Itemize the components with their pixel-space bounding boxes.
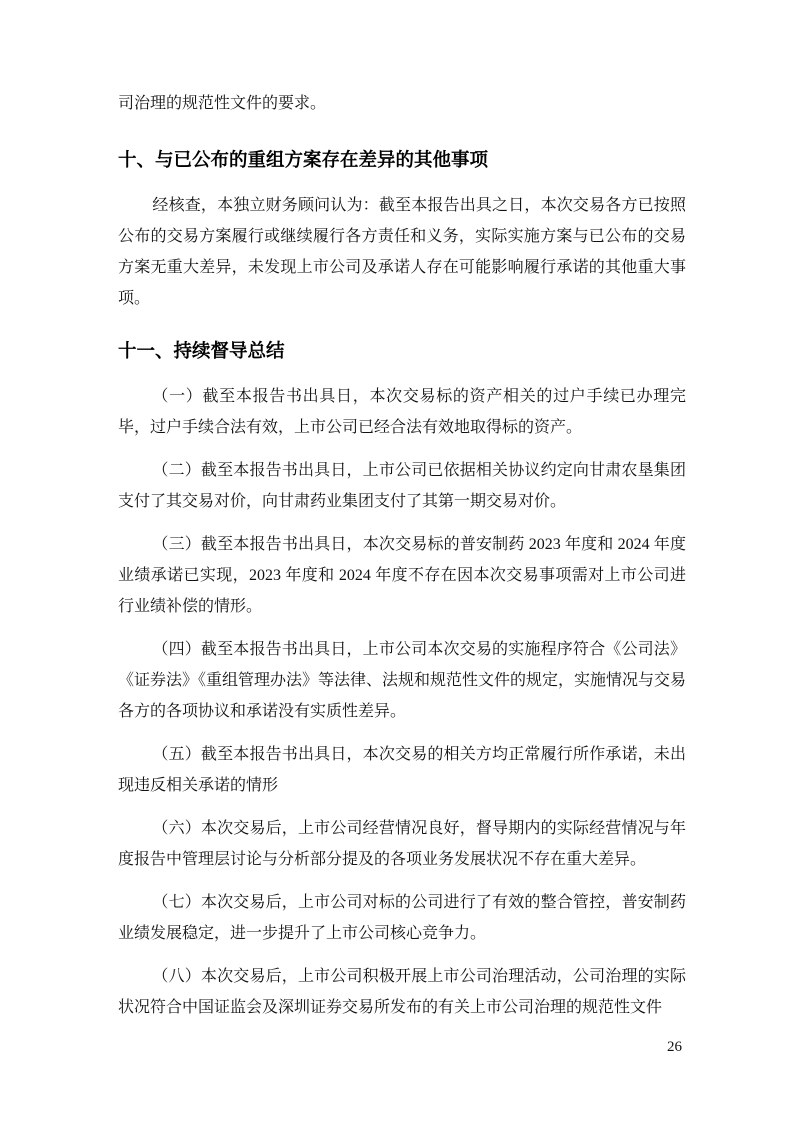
section-11-paragraph-1: （一）截至本报告书出具日，本次交易标的资产相关的过户手续已办理完毕，过户手续合法有效，上市公司已经合法有效地取得标的资产。	[118, 388, 686, 436]
section-10-heading: 十、与已公布的重组方案存在差异的其他事项	[118, 149, 489, 170]
section-11-paragraph-7: （七）本次交易后，上市公司对标的公司进行了有效的整合管控，普安制药业绩发展稳定，进一步提升了上市公司核心竞争力。	[118, 894, 686, 942]
section-11-paragraph-2: （二）截至本报告书出具日，上市公司已依据相关协议约定向甘肃农垦集团支付了其交易对价，向甘肃药业集团支付了其第一期交易对价。	[118, 462, 686, 510]
section-11-paragraph-6: （六）本次交易后，上市公司经营情况良好，督导期内的实际经营情况与年度报告中管理层讨论与分析部分提及的各项业务发展状况不存在重大差异。	[118, 820, 686, 868]
section-10-paragraph: 经核查，本独立财务顾问认为：截至本报告出具之日，本次交易各方已按照公布的交易方案履行或继续履行各方责任和义务，实际实施方案与已公布的交易方案无重大差异，未发现上市公司及承诺人存在可能影响履行承诺的其他重大事项。	[118, 197, 686, 307]
section-11-paragraph-4: （四）截至本报告书出具日，上市公司本次交易的实施程序符合《公司法》《证券法》《重组管理办法》等法律、法规和规范性文件的规定，实施情况与交易各方的各项协议和承诺没有实质性差异。	[118, 641, 687, 720]
paragraph-continuation: 司治理的规范性文件的要求。	[118, 95, 327, 112]
page-number: 26	[667, 1039, 682, 1055]
section-11-paragraph-3: （三）截至本报告书出具日，本次交易标的普安制药 2023 年度和 2024 年度业绩承诺已实现，2023 年度和 2024 年度不存在因本次交易事项需对上市公司进行业绩补偿的情形。	[118, 536, 686, 615]
section-11-heading: 十一、持续督导总结	[118, 340, 285, 361]
section-11-paragraph-8: （八）本次交易后，上市公司积极开展上市公司治理活动，公司治理的实际状况符合中国证监会及深圳证券交易所发布的有关上市公司治理的规范性文件	[118, 968, 686, 1016]
section-11-paragraph-5: （五）截至本报告书出具日，本次交易的相关方均正常履行所作承诺，未出现违反相关承诺的情形	[118, 746, 686, 794]
